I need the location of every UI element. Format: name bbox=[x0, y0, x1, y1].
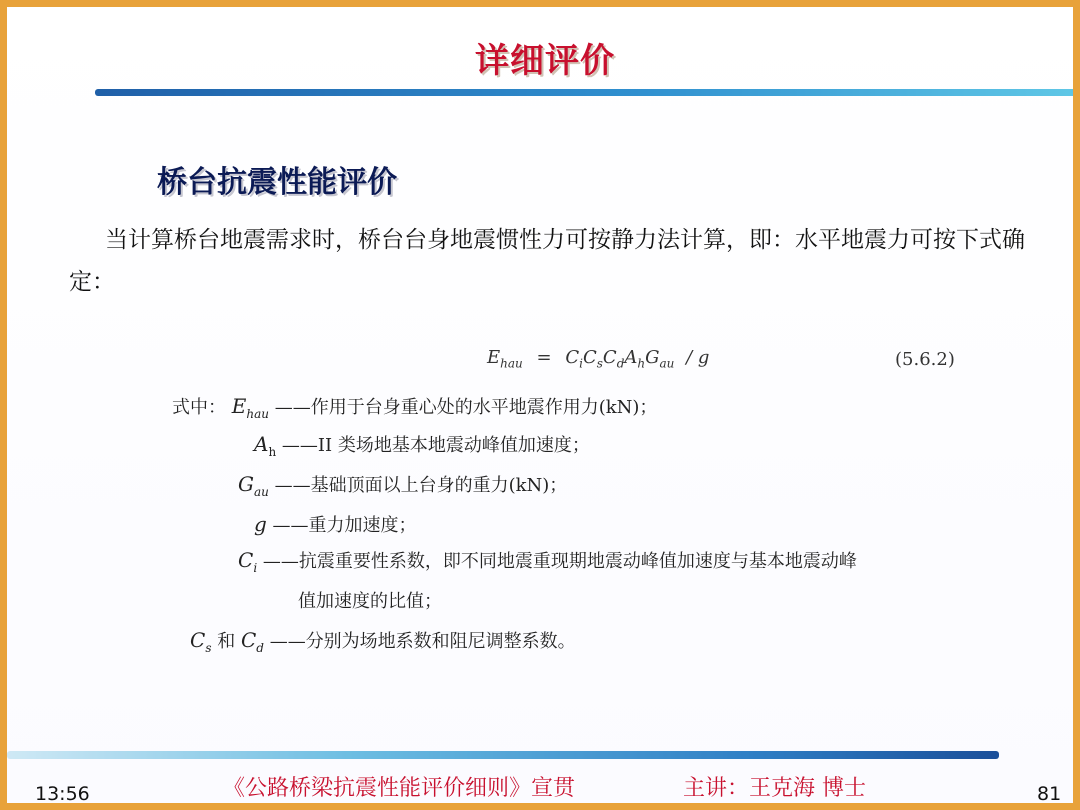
footer-course-title: 《公路桥梁抗震性能评价细则》宣贯 bbox=[223, 776, 576, 801]
definitions-intro: 式中： bbox=[172, 397, 226, 418]
symbol-ci: $C_i$ bbox=[238, 548, 258, 575]
footer-time: 13:56 bbox=[35, 783, 90, 805]
intro-paragraph: 当计算桥台地震需求时，桥台台身地震惯性力可按静力法计算，即：水平地震力可按下式确定： bbox=[69, 227, 1025, 295]
symbol-g: g bbox=[254, 512, 267, 536]
formula-lhs: $E_{hau}$ bbox=[487, 347, 523, 371]
formula bbox=[487, 347, 709, 371]
definition-text: ——II 类场地基本地震动峰值加速度； bbox=[281, 435, 590, 456]
formula-term-ah: $A_h$ bbox=[624, 347, 646, 371]
definition-row-cs-cd bbox=[190, 627, 576, 655]
definition-text: ——抗震重要性系数，即不同地震重现期地震动峰值加速度与基本地震动峰 bbox=[262, 551, 857, 572]
definition-text: ——作用于台身重心处的水平地震作用力(kN)； bbox=[274, 397, 658, 418]
symbol-joiner: 和 bbox=[217, 631, 236, 652]
definition-text: 值加速度的比值； bbox=[298, 591, 442, 612]
footer-divider bbox=[7, 751, 999, 759]
section-heading: 桥台抗震性能评价 bbox=[157, 165, 397, 200]
definition-text: ——重力加速度； bbox=[272, 515, 417, 536]
formula-number: (5.6.2) bbox=[895, 349, 955, 370]
slide-title: 详细评价 bbox=[475, 41, 615, 81]
definition-row-g bbox=[254, 511, 417, 537]
definition-text: ——分别为场地系数和阻尼调整系数。 bbox=[269, 631, 576, 652]
title-divider bbox=[95, 89, 1077, 96]
definition-row-gau bbox=[238, 471, 567, 499]
footer-speaker: 主讲：王克海 博士 bbox=[683, 776, 866, 801]
formula-tail: / g bbox=[686, 347, 710, 368]
definition-row-ah bbox=[254, 431, 590, 459]
symbol-gau: $G_{au}$ bbox=[238, 472, 269, 499]
definition-row-ehau bbox=[172, 393, 657, 421]
symbol-cd: $C_d$ bbox=[240, 628, 264, 655]
definition-text: ——基础顶面以上台身的重力(kN)； bbox=[274, 475, 568, 496]
formula-term-cs: $C_s$ bbox=[582, 347, 603, 371]
formula-equals: = bbox=[536, 347, 552, 368]
symbol-ah: $A_h$ bbox=[254, 432, 277, 459]
page-number: 81 bbox=[1037, 783, 1062, 805]
formula-term-cd: $C_d$ bbox=[602, 347, 625, 371]
symbol-ehau: $E_{hau}$ bbox=[231, 394, 269, 421]
symbol-cs: $C_s$ bbox=[190, 628, 212, 655]
definition-row-ci-cont bbox=[298, 587, 442, 613]
formula-term-gau: $G_{au}$ bbox=[645, 347, 675, 371]
definition-row-ci bbox=[238, 547, 857, 575]
formula-term-ci: $C_i$ bbox=[565, 347, 583, 371]
